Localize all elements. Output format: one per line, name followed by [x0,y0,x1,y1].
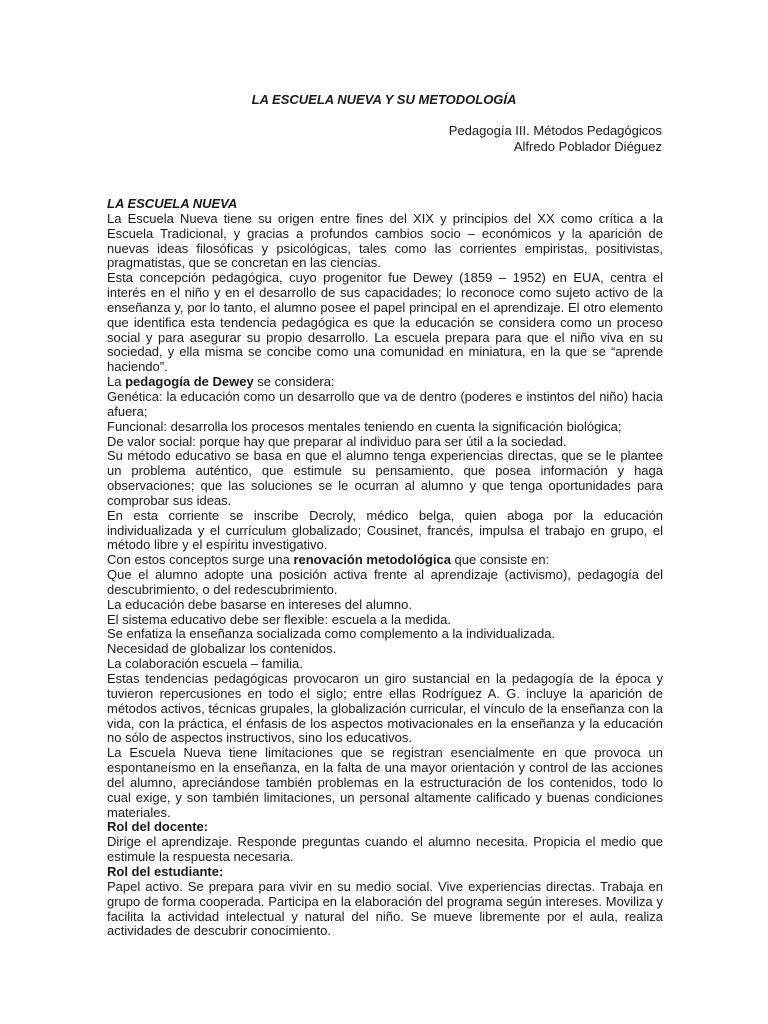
author-name: Alfredo Poblador Diéguez [513,139,662,154]
paragraph-dewey-intro [107,375,663,390]
bold-term: pedagogía de Dewey [125,374,254,390]
paragraph-colaboracion: La colaboración escuela – familia. [107,656,303,672]
text-fragment: que consiste en: [450,552,550,568]
document-title: LA ESCUELA NUEVA Y SU METODOLOGÍA [251,92,517,107]
paragraph-decroly: En esta corriente se inscribe Decroly, médico belga, quien aboga por la educación individualizada y el currículum globalizado; Cousinet, francés, impulsa el trabajo en grupo, el método libre y el espíritu investigativo. [107,507,663,553]
paragraph-origin: La Escuela Nueva tiene su origen entre fines del XIX y principios del XX como crítica a la Escuela Tradicional, y gracias a profundos cambios socio – económicos y la aparición de nuevas ideas filosóficas y psicológicas, tales como las corrientes empiristas, positivistas, pragmatistas, que se concretan en las ciencias. [107,210,663,271]
course-name: Pedagogía III. Métodos Pedagógicos [448,123,662,138]
document-body [107,197,663,939]
paragraph-intereses: La educación debe basarse en intereses del alumno. [107,596,412,612]
paragraph-activismo: Que el alumno adopte una posición activa frente al aprendizaje (activismo), pedagogía del descubrimiento, o del redescubrimiento. [107,567,663,597]
paragraph-renovacion [107,553,663,568]
paragraph-genetica: Genética: la educación como un desarrollo que va de dentro (poderes e instintos del niño) hacia afuera; [107,388,663,419]
paragraph-metodo: Su método educativo se basa en que el alumno tenga experiencias directas, que se le plantee un problema auténtico, que estimule su pensamiento, que posea información y haga observaciones; que las soluciones se le ocurran al alumno y que tenga oportunidades para comprobar sus ideas. [107,448,663,508]
paragraph-tendencias: Estas tendencias pedagógicas provocaron un giro sustancial en la pedagogía de la época y tuvieron repercusiones en todo el siglo; entre ellas Rodríguez A. G. incluye la aparición de métodos activos, técnicas grupales, la globalización curricular, el vínculo de la enseñanza con la vida, con la práctica, el énfasis de los aspectos motivacionales en la enseñanza y la educación no sólo de aspectos instructivos, sino los educativos. [107,671,663,746]
bold-term: renovación metodológica [293,552,451,568]
text-fragment: Con estos conceptos surge una [107,552,294,568]
heading-rol-estudiante: Rol del estudiante: [107,863,224,879]
paragraph-globalizar: Necesidad de globalizar los contenidos. [107,641,337,657]
heading-rol-docente: Rol del docente: [107,819,209,835]
paragraph-rol-docente: Dirige el aprendizaje. Responde preguntas cuando el alumno necesita. Propicia el medio que estimule la respuesta necesaria. [107,834,663,865]
paragraph-valor-social: De valor social: porque hay que preparar al individuo para ser útil a la sociedad. [107,433,567,449]
paragraph-socializada: Se enfatiza la enseñanza socializada como complemento a la individualizada. [107,626,556,642]
section-heading: LA ESCUELA NUEVA [107,196,238,211]
paragraph-dewey: Esta concepción pedagógica, cuyo progenitor fue Dewey (1859 – 1952) en EUA, centra el interés en el niño y en el desarrollo de sus capacidades; lo reconoce como sujeto activo de la enseñanza y, por lo tanto, el alumno posee el papel principal en el aprendizaje. El otro elemento que identifica esta tendencia pedagógica es que la educación se considera como un proceso social y para asegurar su propio desarrollo. La escuela prepara para que el niño viva en su sociedad, y ella misma se concibe como una comunidad en miniatura, en la que se “aprende haciendo”. [107,270,663,375]
text-fragment: se considera: [253,374,335,390]
paragraph-flexible: El sistema educativo debe ser flexible: escuela a la medida. [107,611,451,627]
paragraph-funcional: Funcional: desarrolla los procesos mentales teniendo en cuenta la significación biológica; [107,418,622,434]
document-meta [449,123,662,155]
paragraph-rol-estudiante: Papel activo. Se prepara para vivir en su medio social. Vive experiencias directas. Trabaja en grupo de forma cooperada. Participa en la elaboración del programa según intereses. Moviliza y facilita la actividad intelectual y natural del niño. Se mueve libremente por el aula, realiza actividades de descubrir conocimiento. [107,878,663,939]
paragraph-limitaciones: La Escuela Nueva tiene limitaciones que se registran esencialmente en que provoca un espontaneísmo en la enseñanza, en la falta de una mayor orientación y control de las acciones del alumno, apreciándose también problemas en la estructuración de los contenidos, todo lo cual exige, y son también limitaciones, un personal altamente calificado y buenas condiciones materiales. [107,745,663,820]
text-fragment: La [107,374,126,390]
